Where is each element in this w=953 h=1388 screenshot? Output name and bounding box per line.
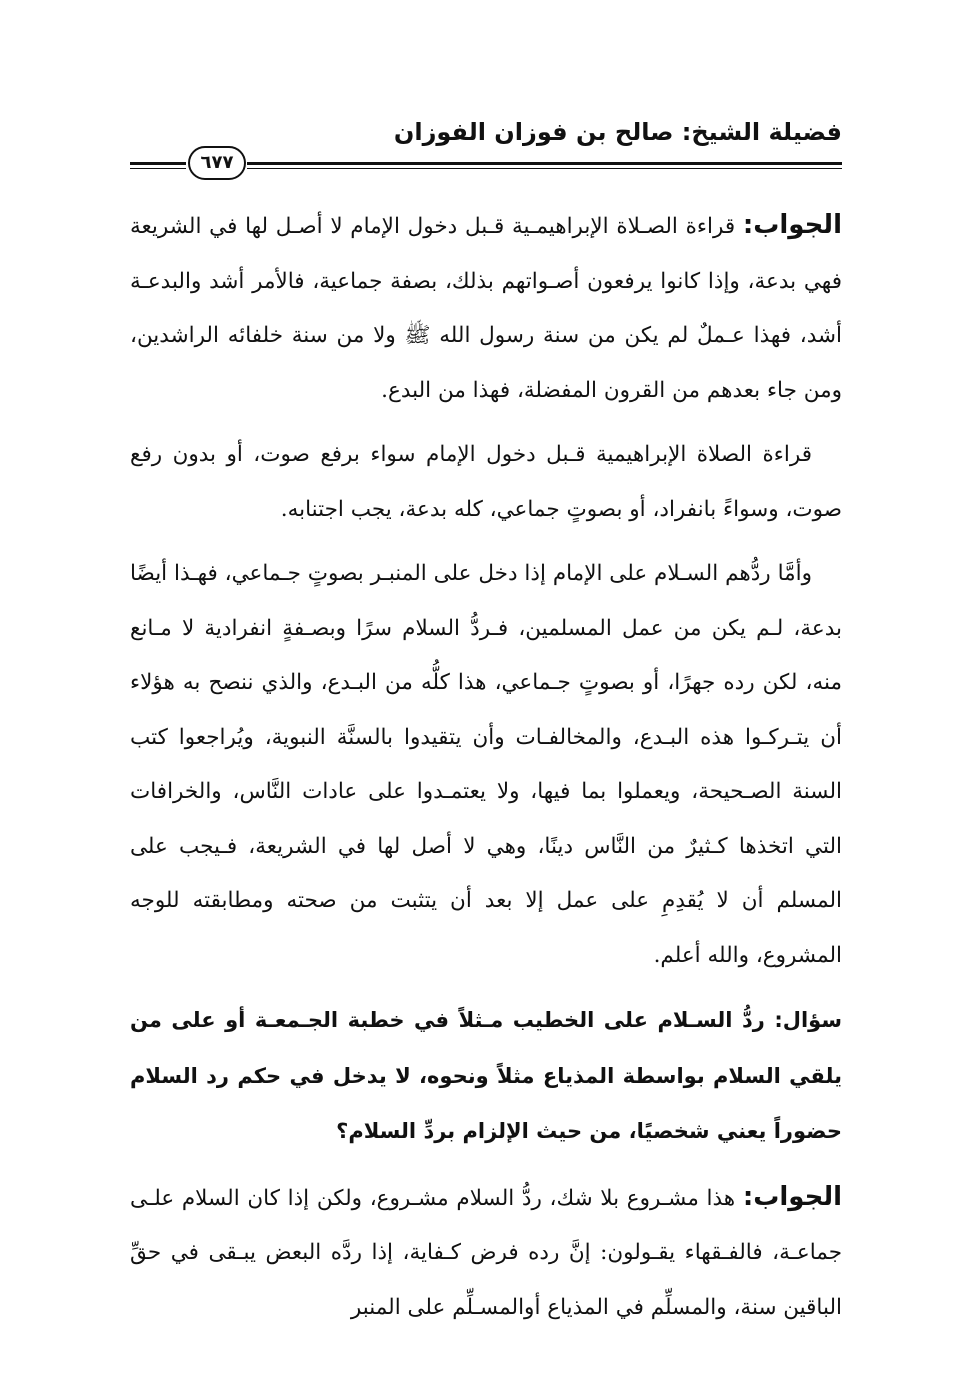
paragraph-2-text: قراءة الصلاة الإبراهيمية قـبل دخول الإمام سواء برفع صوت، أو بدون رفع صوت، وسواءً بانفراد، أو بصوتٍ جماعي، كله بدعة، يجب اجتنابه. — [130, 442, 842, 522]
page-body — [130, 198, 842, 1335]
question-text: سؤال: ردُّ السـلام على الخطيب مـثلاً في خطبة الجـمعـة أو على من يلقي السلام بواسطة المذياع مثلاً ونحوه، لا يدخل في حكم رد السلام حضوراً يعني شخصيًا، من حيث الإلزام بردِّ السلام؟ — [130, 1008, 842, 1143]
paragraph-2 — [130, 428, 842, 537]
paragraph-3-text: وأمَّا ردُّهم السـلام على الإمام إذا دخل على المنبـر بصوتٍ جـماعي، فهـذا أيضًا بدعة، لـم يكن من عمل المسلمين، فـردُّ السلام سرًا وبصـفةٍ انفرادية لا مـانع منه، لكن رده جهرًا، أو بصوتٍ جـماعي، هذا كلُّه من البـدع، والذي ننصح به هؤلاء أن يتـركـوا هذه البـدع، والمخالفـات وأن يتقيدوا بالسنَّة النبوية، ويُراجعوا كتب السنة الصـحيحة، ويعملوا بما فيها، ولا يعتمـدوا على عادات النَّاس، والخرافات التي اتخذها كـثيرٌ من النَّاس دينًا، وهي لا أصل لها في الشريعة، فـيجب على المسلم أن لا يُقدِمِ على عمل إلا بعد أن يتثبت من صحته ومطابقته للوجه المشروع، والله أعلم. — [130, 561, 842, 968]
answer-text-1: قراءة الصـلاة الإبراهيمـية قـبل دخول الإمام لا أصـل لها في الشريعة فهي بدعة، وإذا كانوا يرفعون أصـواتهم بذلك، بصفة جماعية، فالأمر أشد والبدعـة أشد، فهذا عـملٌ لم يكن من سنة رسول الله ﷺ ولا من سنة خلفائه الراشدين، ومن جاء بعدهم من القرون المفضلة، فهذا من البدع. — [130, 214, 842, 403]
header-rule-short — [130, 162, 186, 169]
answer-text-2: هذا مشـروع بلا شك، ردُّ السلام مشـروع، ولكن إذا كان السلام علـى جماعـة، فالفـقهاء يقـولون: إنَّ رده فرض كـفاية، إذا ردَّه البعض يبـقى في حقِّ الباقين سنة، والمسلِّم في المذياع أوالمسـلِّم على المنبر — [130, 1185, 842, 1320]
answer-paragraph-1 — [130, 198, 842, 418]
question-paragraph — [130, 993, 842, 1160]
answer-paragraph-2 — [130, 1170, 842, 1336]
page-number: ٦٧٧ — [188, 146, 246, 180]
paragraph-3 — [130, 547, 842, 983]
answer-label-2: الجواب: — [742, 1181, 842, 1212]
page-header — [130, 118, 842, 174]
header-rule-long — [247, 162, 842, 169]
running-title: فضيلة الشيخ: صالح بن فوزان الفوزان — [393, 118, 842, 146]
answer-label: الجواب: — [742, 210, 842, 240]
